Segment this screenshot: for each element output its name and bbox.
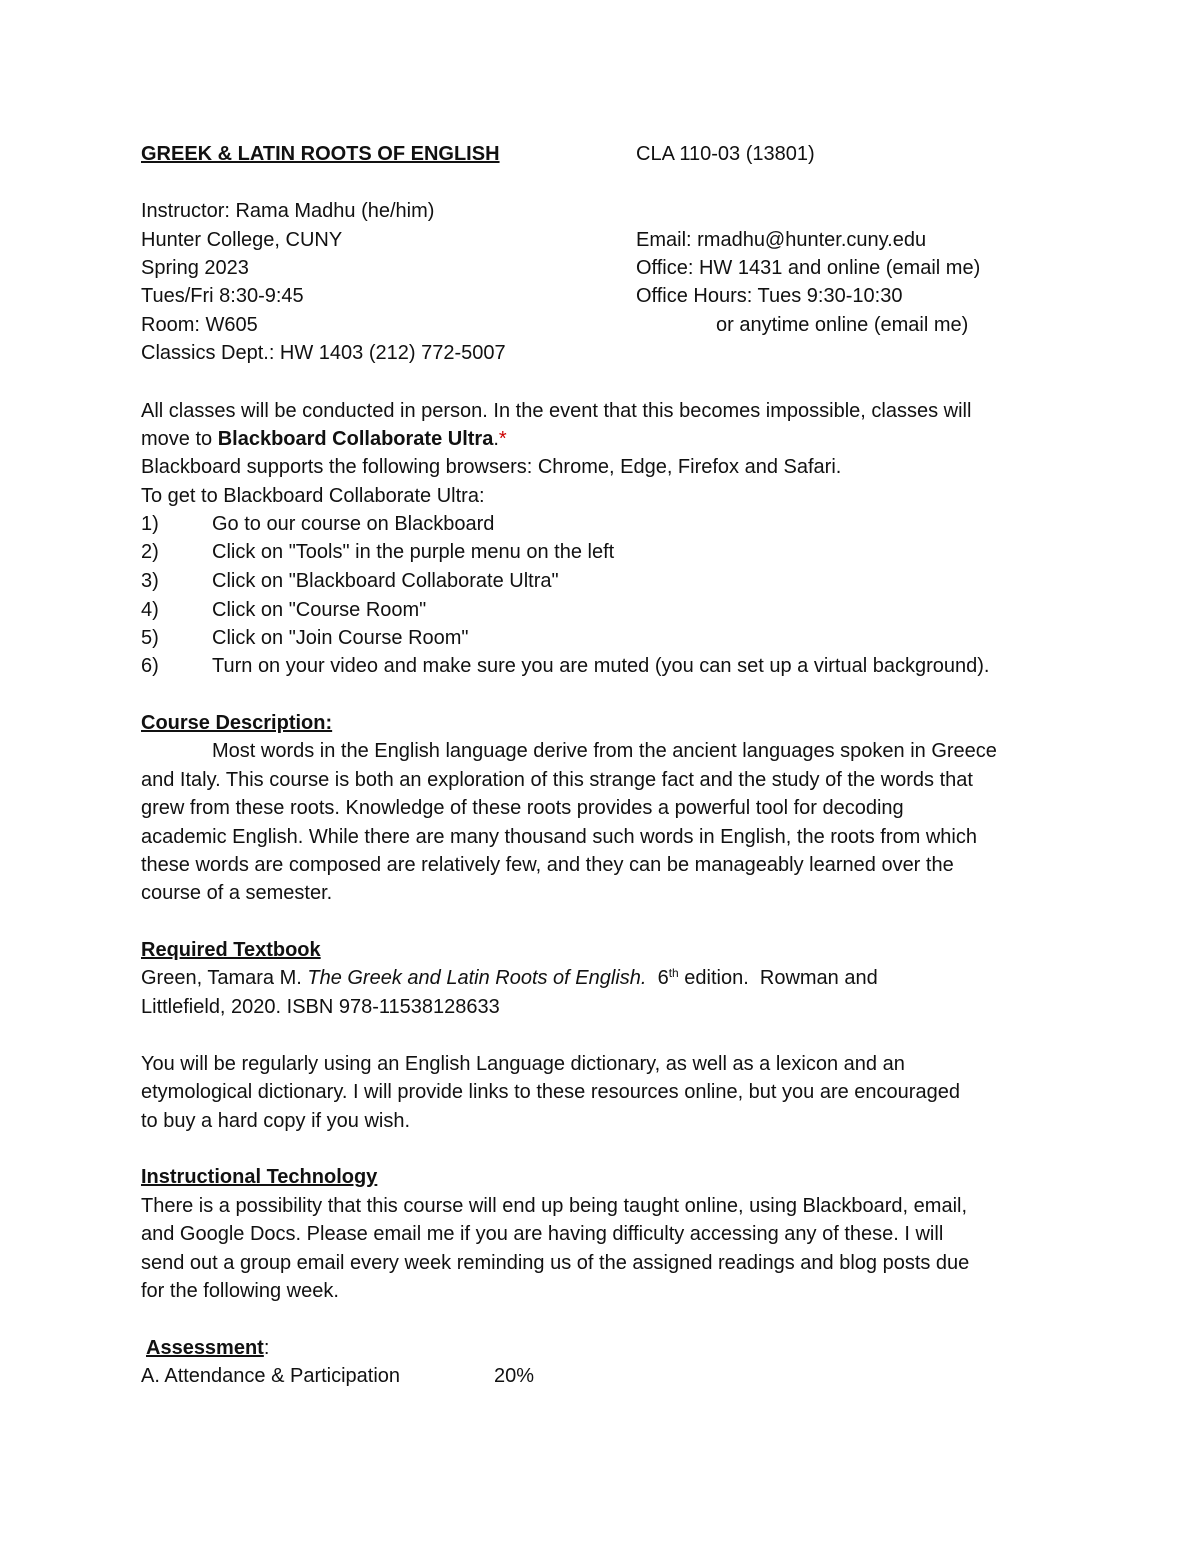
step-number: 2)	[141, 541, 159, 563]
description-line: grew from these roots. Knowledge of these roots provides a powerful tool for decoding	[141, 797, 904, 819]
online-intro-post: .	[493, 428, 499, 450]
online-intro-pre: move to	[141, 428, 218, 450]
step-text: Turn on your video and make sure you are muted (you can set up a virtual background).	[212, 655, 990, 677]
description-line: academic English. While there are many thousand such words in English, the roots from which	[141, 826, 977, 848]
required-textbook-heading: Required Textbook	[141, 939, 321, 961]
assessment-heading: Assessment	[146, 1337, 264, 1359]
step-text: Go to our course on Blackboard	[212, 513, 495, 535]
textbook-line-2: Littlefield, 2020. ISBN 978-11538128633	[141, 996, 500, 1018]
step-number: 6)	[141, 655, 159, 677]
dictionary-line: etymological dictionary. I will provide links to these resources online, but you are encouraged	[141, 1081, 960, 1103]
email-line: Email: rmadhu@hunter.cuny.edu	[636, 229, 927, 251]
step-number: 4)	[141, 599, 159, 621]
office-line: Office: HW 1431 and online (email me)	[636, 257, 981, 279]
step-text: Click on "Join Course Room"	[212, 627, 469, 649]
technology-line: send out a group email every week reminding us of the assigned readings and blog posts due	[141, 1252, 970, 1274]
room-line: Room: W605	[141, 314, 258, 336]
textbook-author: Green, Tamara M.	[141, 967, 308, 989]
description-line: and Italy. This course is both an exploration of this strange fact and the study of the words that	[141, 769, 973, 791]
howto-line: To get to Blackboard Collaborate Ultra:	[141, 485, 485, 507]
dictionary-line: You will be regularly using an English Language dictionary, as well as a lexicon and an	[141, 1053, 905, 1075]
footnote-asterisk: *	[498, 428, 507, 450]
step-text: Click on "Tools" in the purple menu on the left	[212, 541, 615, 563]
instructor-line: Instructor: Rama Madhu (he/him)	[141, 200, 435, 222]
textbook-edition-superscript: th	[668, 966, 679, 980]
online-intro-line-1: All classes will be conducted in person. In the event that this becomes impossible, classes will	[141, 400, 972, 422]
online-intro-line-2	[141, 427, 507, 451]
assessment-heading-line	[146, 1336, 269, 1360]
course-code: CLA 110-03 (13801)	[636, 143, 815, 165]
assessment-colon: :	[263, 1337, 270, 1359]
step-number: 1)	[141, 513, 159, 535]
browsers-line: Blackboard supports the following browsers: Chrome, Edge, Firefox and Safari.	[141, 456, 842, 478]
assessment-item-value: 20%	[494, 1365, 535, 1387]
step-text: Click on "Blackboard Collaborate Ultra"	[212, 570, 559, 592]
collaborate-ultra-bold: Blackboard Collaborate Ultra	[217, 428, 494, 450]
textbook-edition-number: 6	[646, 967, 669, 989]
term-line: Spring 2023	[141, 257, 249, 279]
description-line: course of a semester.	[141, 882, 333, 904]
step-number: 5)	[141, 627, 159, 649]
office-hours-alt-line: or anytime online (email me)	[716, 314, 969, 336]
technology-line: for the following week.	[141, 1280, 339, 1302]
description-line: these words are composed are relatively few, and they can be manageably learned over the	[141, 854, 954, 876]
dictionary-line: to buy a hard copy if you wish.	[141, 1110, 411, 1132]
technology-line: and Google Docs. Please email me if you are having difficulty accessing any of these. I will	[141, 1223, 944, 1245]
assessment-item-label: A. Attendance & Participation	[141, 1365, 401, 1387]
dept-line: Classics Dept.: HW 1403 (212) 772-5007	[141, 342, 506, 364]
textbook-edition-rest: edition. Rowman and	[678, 967, 878, 989]
step-text: Click on "Course Room"	[212, 599, 427, 621]
office-hours-line: Office Hours: Tues 9:30-10:30	[636, 285, 903, 307]
college-line: Hunter College, CUNY	[141, 229, 343, 251]
schedule-line: Tues/Fri 8:30-9:45	[141, 285, 304, 307]
step-number: 3)	[141, 570, 159, 592]
description-line: Most words in the English language derive from the ancient languages spoken in Greece	[212, 740, 997, 762]
course-description-heading: Course Description:	[141, 712, 333, 734]
textbook-line-1	[141, 966, 878, 990]
instructional-technology-heading: Instructional Technology	[141, 1166, 378, 1188]
course-title: GREEK & LATIN ROOTS OF ENGLISH	[141, 143, 500, 165]
textbook-title: The Greek and Latin Roots of English.	[307, 967, 647, 989]
technology-line: There is a possibility that this course will end up being taught online, using Blackboard, email,	[141, 1195, 968, 1217]
